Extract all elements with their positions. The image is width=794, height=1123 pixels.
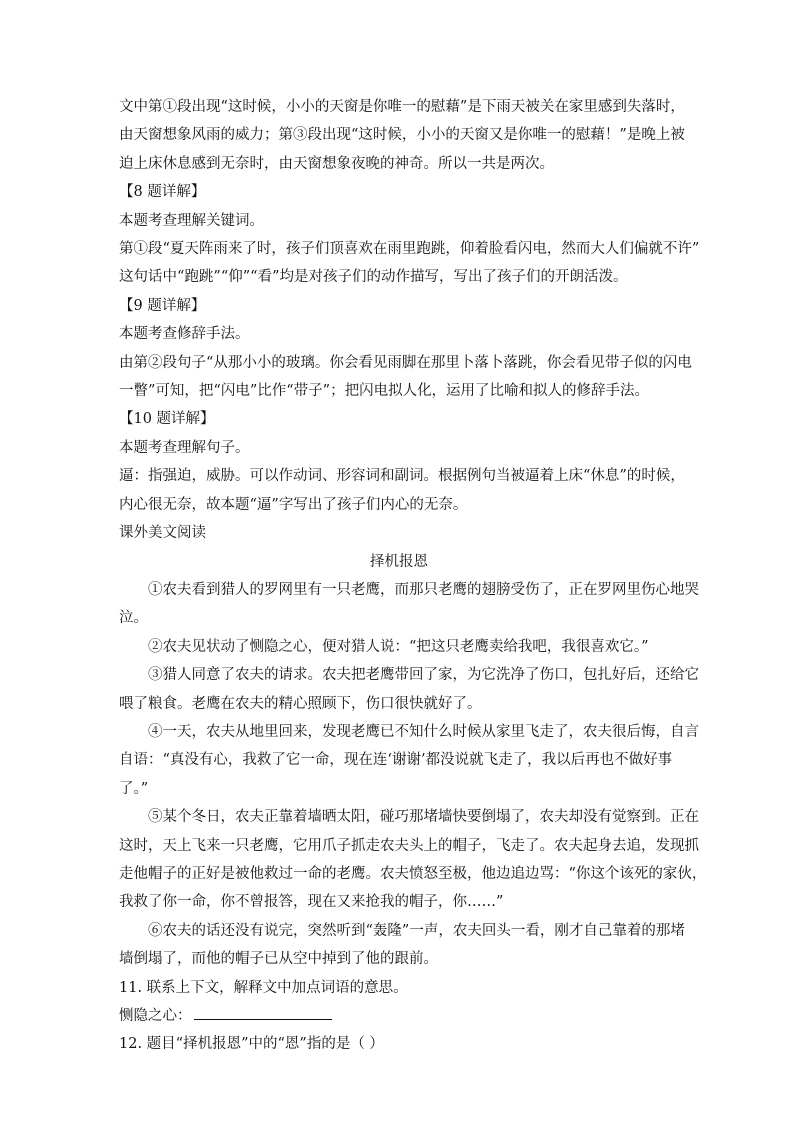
text-line: 【9 题详解】 <box>119 297 206 314</box>
text-line: 内心很无奈，故本题“逼”字写出了孩子们内心的无奈。 <box>119 496 468 513</box>
text-line: ⑥农夫的话还没有说完，突然听到“轰隆”一声，农夫回头一看，刚才自己靠着的那堵 <box>148 922 685 939</box>
text-line: 本题考查理解关键词。 <box>119 212 264 229</box>
text-line: 【10 题详解】 <box>119 411 215 428</box>
text-line: ②农夫见状动了恻隐之心，便对猎人说：“把这只老鹰卖给我吧，我很喜欢它。” <box>148 638 649 655</box>
text-line: 【8 题详解】 <box>119 184 206 201</box>
text-line: 文中第①段出现“这时候，小小的天窗是你唯一的慰藉”是下雨天被关在家里感到失落时， <box>119 99 685 115</box>
answer-label: 恻隐之心： <box>119 1008 192 1024</box>
text-line: 了。” <box>119 780 149 797</box>
article-title: 择机报恩 <box>370 553 428 570</box>
text-line: ③猎人同意了农夫的请求。农夫把老鹰带回了家，为它洗净了伤口，包扎好后，还给它 <box>148 667 699 684</box>
text-line: 泣。 <box>119 610 148 627</box>
text-line: 由第②段句子“从那小小的玻璃。你会看见雨脚在那里卜落卜落跳，你会看见带子似的闪电 <box>119 354 692 371</box>
text-line: 迫上床休息感到无奈时，由天窗想象夜晚的神奇。所以一共是两次。 <box>119 155 554 172</box>
text-line: 逼：指强迫，威胁。可以作动词、形容词和副词。根据例句当被逼着上床“休息”的时候， <box>119 468 685 485</box>
text-line: 墙倒塌了，而他的帽子已从空中掉到了他的跟前。 <box>119 951 438 968</box>
text-line: ⑤某个冬日，农夫正靠着墙晒太阳，碰巧那堵墙快要倒塌了，农夫却没有觉察到。正在 <box>148 809 699 826</box>
text-line: 走他帽子的正好是被他救过一命的老鹰。农夫愤怒至极，他边追边骂：“你这个该死的家伙， <box>119 865 707 882</box>
text-line: 11. 联系上下文，解释文中加点词语的意思。 <box>119 979 408 996</box>
text-line: 这时，天上飞来一只老鹰，它用爪子抓走农夫头上的帽子，飞走了。农夫起身去追，发现抓 <box>119 837 699 854</box>
text-line: 课外美文阅读 <box>119 525 206 542</box>
text-line: 第①段“夏天阵雨来了时，孩子们顶喜欢在雨里跑跳，仰着脸看闪电，然而大人们偏就不许” <box>119 241 700 258</box>
answer-line-q11 <box>119 1002 679 1030</box>
text-line: 自语：“真没有心，我救了它一命，现在连‘谢谢’都没说就飞走了，我以后再也不做好事 <box>119 752 673 769</box>
text-line: 一瞥”可知，把“闪电”比作“带子”；把闪电拟人化，运用了比喻和拟人的修辞手法。 <box>119 383 650 400</box>
text-line: 我救了你一命，你不曾报答，现在又来抢我的帽子，你……” <box>119 894 504 911</box>
text-line: 由天窗想象风雨的威力；第③段出现“这时候，小小的天窗又是你唯一的慰藉！”是晚上被 <box>119 127 685 144</box>
text-line: 本题考查理解句子。 <box>119 439 250 456</box>
text-line: 喂了粮食。老鹰在农夫的精心照顾下，伤口很快就好了。 <box>119 695 482 712</box>
document-body <box>119 93 707 1059</box>
question-12: 12. 题目“择机报恩”中的“恩”指的是（ ） <box>119 1036 384 1053</box>
text-line: 本题考查修辞手法。 <box>119 326 250 343</box>
answer-blank[interactable] <box>194 1003 332 1020</box>
text-line: ④一天，农夫从地里回来，发现老鹰已不知什么时候从家里飞走了，农夫很后悔，自言 <box>148 723 699 740</box>
text-line: 这句话中“跑跳”“仰”“看”均是对孩子们的动作描写，写出了孩子们的开朗活泼。 <box>119 269 628 286</box>
text-line: ①农夫看到猎人的罗网里有一只老鹰，而那只老鹰的翅膀受伤了，正在罗网里伤心地哭 <box>148 581 699 598</box>
